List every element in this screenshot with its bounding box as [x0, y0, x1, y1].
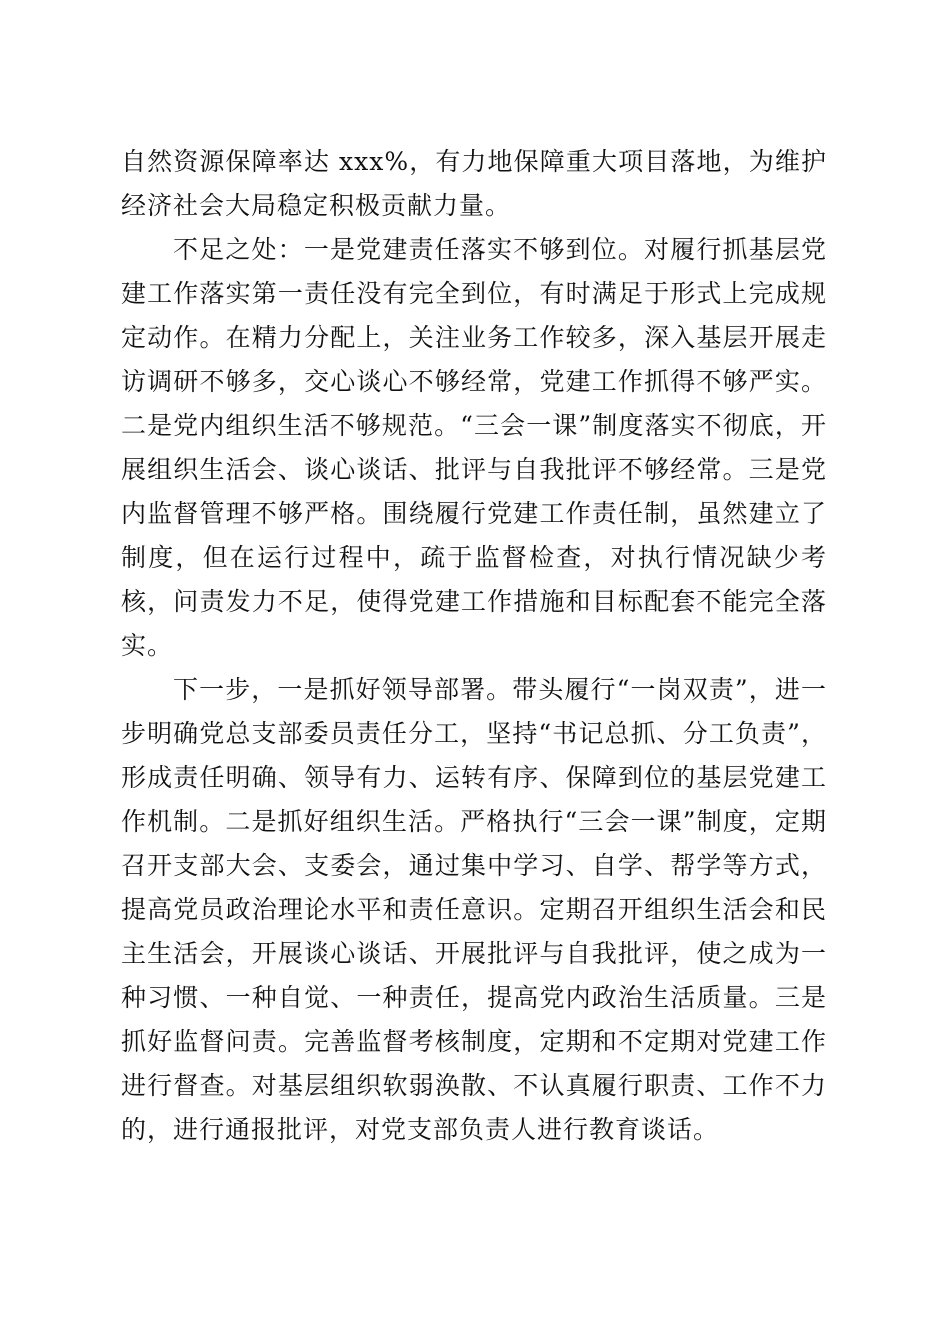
paragraph-next-steps: 下一步，一是抓好领导部署。带头履行“一岗双责”，进一步明确党总支部委员责任分工，坚持“书记总抓、分工负责”，形成责任明确、领导有力、运转有序、保障到位的基层党建工作机制。二是抓好组织生活。严格执行“三会一课”制度，定期召开支部大会、支委会，通过集中学习、自学、帮学等方式，提高党员政治理论水平和责任意识。定期召开组织生活会和民主生活会，开展谈心谈话、开展批评与自我批评，使之成为一种习惯、一种自觉、一种责任，提高党内政治生活质量。三是抓好监督问责。完善监督考核制度，定期和不定期对党建工作进行督查。对基层组织软弱涣散、不认真履行职责、工作不力的，进行通报批评，对党支部负责人进行教育谈话。 — [121, 675, 827, 1144]
paragraph-shortcomings: 不足之处：一是党建责任落实不够到位。对履行抓基层党建工作落实第一责任没有完全到位，有时满足于形式上完成规定动作。在精力分配上，关注业务工作较多，深入基层开展走访调研不够多，交心谈心不够经常，党建工作抓得不够严实。二是党内组织生活不够规范。“三会一课”制度落实不彻底，开展组织生活会、谈心谈话、批评与自我批评不够经常。三是党内监督管理不够严格。围绕履行党建工作责任制，虽然建立了制度，但在运行过程中，疏于监督检查，对执行情况缺少考核，问责发力不足，使得党建工作措施和目标配套不能完全落实。 — [121, 235, 827, 660]
paragraph-continuation: 自然资源保障率达 xxx%，有力地保障重大项目落地，为维护经济社会大局稳定积极贡献力量。 — [121, 147, 827, 220]
document-body — [121, 140, 827, 1152]
